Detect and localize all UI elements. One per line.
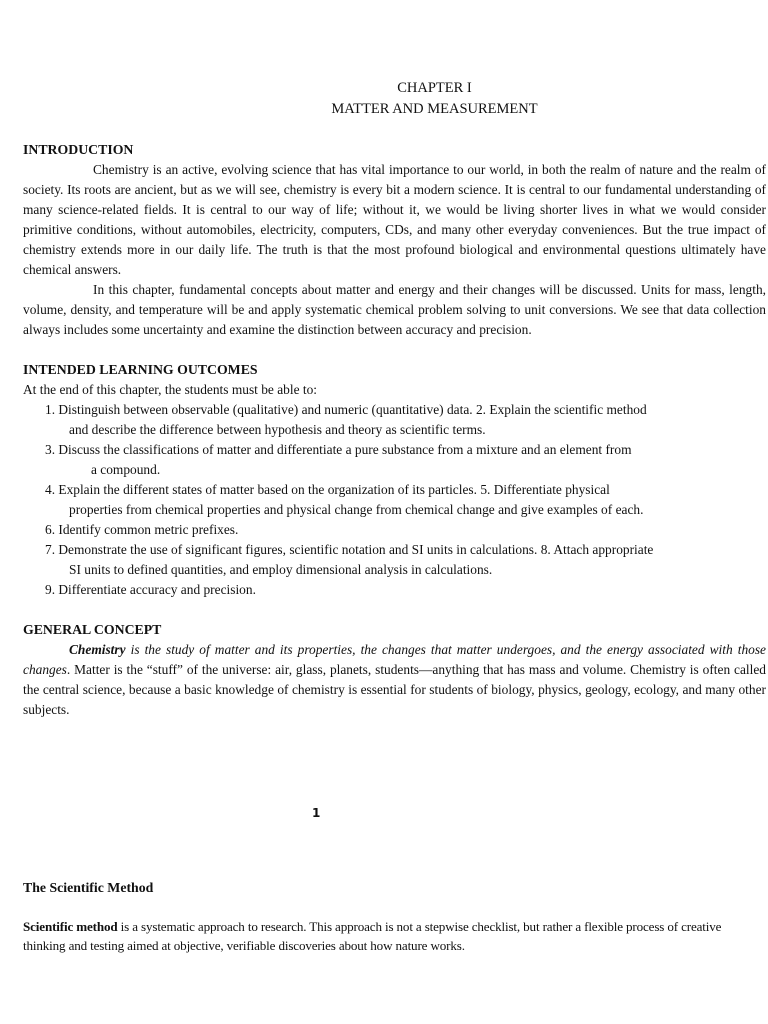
- chemistry-term: Chemistry: [69, 642, 126, 657]
- outcome-line: 9. Differentiate accuracy and precision.: [45, 582, 256, 597]
- outcome-line: 1. Distinguish between observable (qualitative) and numeric (quantitative) data. 2. Explain the scientific method: [45, 402, 647, 417]
- scientific-method-body: is a systematic approach to research. This approach is not a stepwise checklist, but rather a flexible process of creative thinking and testing aimed at objective, verifiable discoveries about how nature works.: [23, 919, 722, 953]
- outcomes-intro: At the end of this chapter, the students must be able to:: [23, 382, 317, 397]
- chemistry-definition: is the study of matter and its properties, the changes that matter undergoes, and the energy associated with those changes: [23, 642, 766, 677]
- outcome-line: properties from chemical properties and physical change from chemical change and give examples of each.: [69, 502, 644, 517]
- chapter-number: CHAPTER I: [397, 80, 472, 96]
- outcome-line: 3. Discuss the classifications of matter and differentiate a pure substance from a mixture and an element from: [45, 442, 632, 457]
- introduction-paragraph-1: Chemistry is an active, evolving science that has vital importance to our world, in both the realm of nature and the realm of society. Its roots are ancient, but as we will see, chemistry is every bit a modern science. It is central to our fundamental understanding of many science-related fields. It is central to our way of life; without it, we would be living shorter lives in what we would consider primitive conditions, without automobiles, electricity, computers, CDs, and many other everyday conveniences. But the true impact of chemistry extends more in our daily life. The truth is that the most profound biological and environmental questions ultimately have chemical answers.: [23, 162, 766, 277]
- general-concept-rest: . Matter is the “stuff” of the universe: air, glass, planets, students—anything that has mass and volume. Chemistry is often called the central science, because a basic knowledge of chemistry is essential for students of biology, physics, geology, ecology, and many other subjects.: [23, 662, 766, 717]
- general-concept-heading: GENERAL CONCEPT: [23, 622, 162, 637]
- outcomes-heading: INTENDED LEARNING OUTCOMES: [23, 362, 258, 377]
- scientific-method-term: Scientific method: [23, 919, 118, 934]
- page-number: 1: [312, 806, 321, 820]
- outcome-line: a compound.: [91, 462, 161, 477]
- outcome-line: 7. Demonstrate the use of significant figures, scientific notation and SI units in calculations. 8. Attach appropriate: [45, 542, 654, 557]
- outcomes-list: [23, 400, 766, 600]
- introduction-heading: INTRODUCTION: [23, 142, 134, 157]
- scientific-method-heading: The Scientific Method: [23, 880, 154, 895]
- outcome-line: 6. Identify common metric prefixes.: [45, 522, 239, 537]
- outcome-line: SI units to defined quantities, and employ dimensional analysis in calculations.: [69, 562, 493, 577]
- general-concept-paragraph: [23, 640, 766, 720]
- outcome-line: 4. Explain the different states of matter based on the organization of its particles. 5. Differentiate physical: [45, 482, 610, 497]
- introduction-paragraph-2: In this chapter, fundamental concepts about matter and energy and their changes will be discussed. Units for mass, length, volume, density, and temperature will be and apply systematic chemical problem solving to unit conversions. We see that data collection always includes some uncertainty and examine the distinction between accuracy and precision.: [23, 282, 766, 337]
- outcome-line: and describe the difference between hypothesis and theory as scientific terms.: [69, 422, 486, 437]
- document-page: [23, 78, 766, 720]
- scientific-method-paragraph: [23, 917, 748, 955]
- chapter-title: MATTER AND MEASUREMENT: [331, 101, 538, 117]
